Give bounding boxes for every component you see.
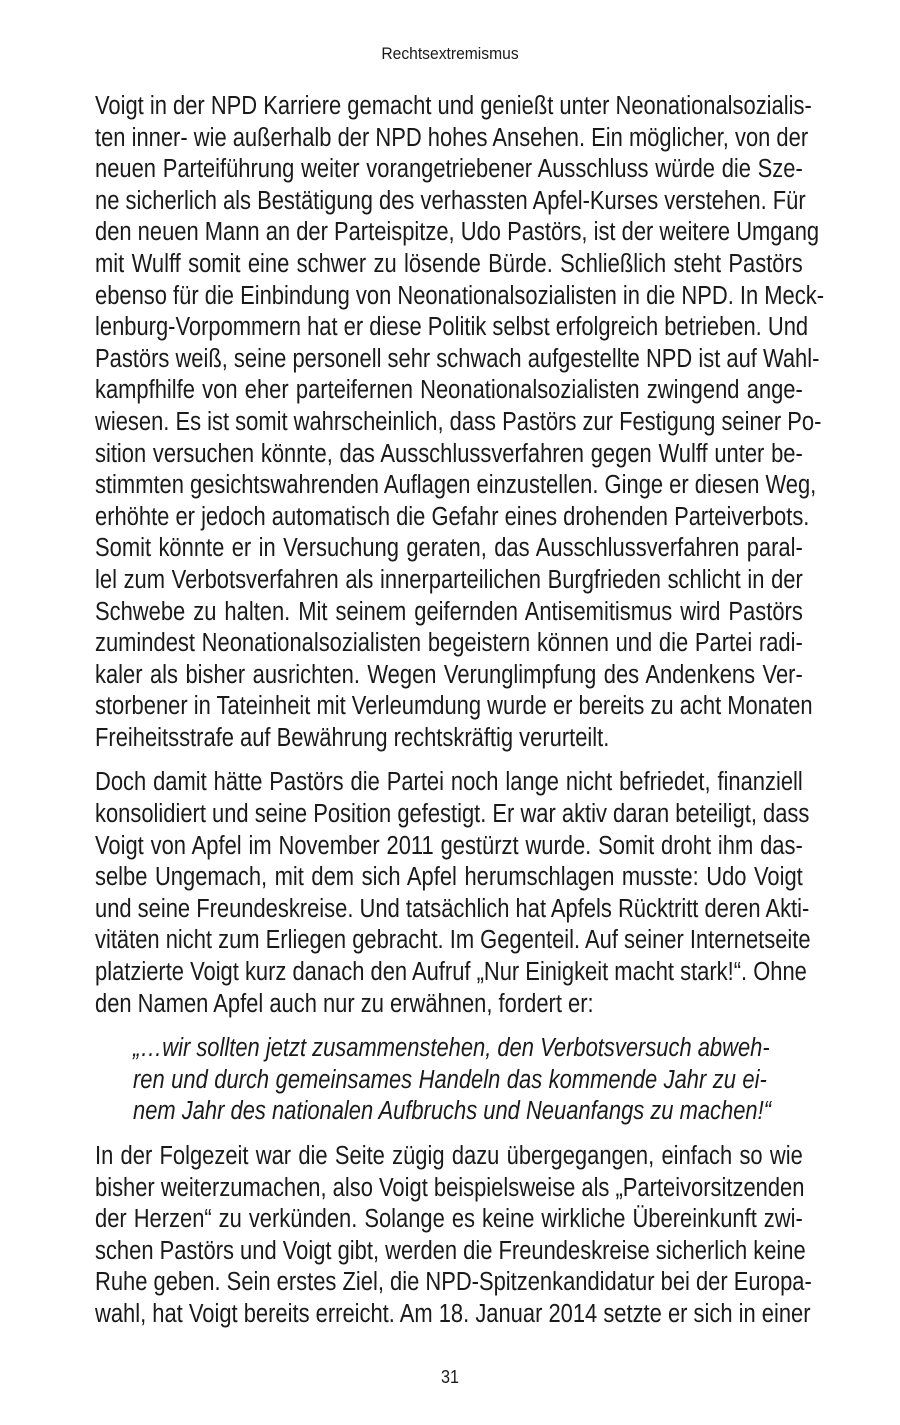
text-line: nem Jahr des nationalen Aufbruchs und Neuanfangs zu machen!“ xyxy=(133,1097,771,1126)
text-line: stimmten gesichtswahrenden Auflagen einzustellen. Ginge er diesen Weg, xyxy=(95,471,817,500)
text-line: Pastörs weiß, seine personell sehr schwach aufgestellte NPD ist auf Wahl- xyxy=(95,344,820,373)
text-line: bisher weiterzumachen, also Voigt beispielsweise als „Parteivorsitzenden xyxy=(95,1173,805,1202)
text-line: erhöhte er jedoch automatisch die Gefahr eines drohenden Parteiverbots. xyxy=(95,502,810,531)
text-line: storbener in Tateinheit mit Verleumdung wurde er bereits zu acht Monaten xyxy=(95,692,813,721)
text-line: In der Folgezeit war die Seite zügig dazu übergegangen, einfach so wie xyxy=(95,1142,803,1170)
text-line: der Herzen“ zu verkünden. Solange es keine wirkliche Übereinkunft zwi- xyxy=(95,1205,803,1234)
text-line: lenburg-Vorpommern hat er diese Politik selbst erfolgreich betrieben. Und xyxy=(95,313,809,342)
text-line: kaler als bisher ausrichten. Wegen Verunglimpfung des Andenkens Ver- xyxy=(95,660,803,689)
text-line: neuen Parteiführung weiter vorangetriebener Ausschluss würde die Sze- xyxy=(95,155,803,184)
text-line: zumindest Neonationalsozialisten begeistern können und die Partei radi- xyxy=(95,629,803,658)
text-line: Voigt von Apfel im November 2011 gestürzt wurde. Somit droht ihm das- xyxy=(95,831,803,860)
text-line: und seine Freundeskreise. Und tatsächlich hat Apfels Rücktritt deren Akti- xyxy=(95,894,810,923)
text-line: kampfhilfe von eher parteifernen Neonationalsozialisten zwingend ange- xyxy=(95,376,803,405)
text-line: wiesen. Es ist somit wahrscheinlich, dass Pastörs zur Festigung seiner Po- xyxy=(95,407,822,436)
text-line: lel zum Verbotsverfahren als innerparteilichen Burgfrieden schlicht in der xyxy=(95,565,803,594)
text-line: ren und durch gemeinsames Handeln das kommende Jahr zu ei- xyxy=(133,1065,767,1094)
text-line: Somit könnte er in Versuchung geraten, das Ausschlussverfahren paral- xyxy=(95,534,803,563)
text-line: platzierte Voigt kurz danach den Aufruf „Nur Einigkeit macht stark!“. Ohne xyxy=(95,958,807,987)
text-line: vitäten nicht zum Erliegen gebracht. Im Gegenteil. Auf seiner Internetseite xyxy=(95,926,811,955)
text-line: ne sicherlich als Bestätigung des verhassten Apfel-Kurses verstehen. Für xyxy=(95,186,806,215)
running-head: Rechtsextremismus xyxy=(381,44,519,63)
text-line: ebenso für die Einbindung von Neonationalsozialisten in die NPD. In Meck- xyxy=(95,281,824,310)
text-line: Doch damit hätte Pastörs die Partei noch lange nicht befriedet, finanziell xyxy=(95,768,803,797)
paragraph-3 xyxy=(95,1141,812,1331)
paragraph-1 xyxy=(95,91,824,754)
text-line: ten inner- wie außerhalb der NPD hohes Ansehen. Ein möglicher, von der xyxy=(95,123,809,152)
body-text xyxy=(95,91,824,1344)
text-line: mit Wulff somit eine schwer zu lösende Bürde. Schließlich steht Pastörs xyxy=(95,249,803,278)
text-line: Schwebe zu halten. Mit seinem geifernden Antisemitismus wird Pastörs xyxy=(95,597,803,626)
paragraph-2 xyxy=(95,767,811,1020)
page-number: 31 xyxy=(440,1367,460,1387)
text-line: „…wir sollten jetzt zusammenstehen, den Verbotsversuch abweh- xyxy=(133,1034,770,1063)
text-line: konsolidiert und seine Position gefestigt. Er war aktiv daran beteiligt, dass xyxy=(95,800,810,829)
text-line: den neuen Mann an der Parteispitze, Udo Pastörs, ist der weitere Umgang xyxy=(95,218,820,247)
text-line: wahl, hat Voigt bereits erreicht. Am 18. Januar 2014 setzte er sich in einer xyxy=(95,1299,811,1328)
block-quote xyxy=(133,1033,803,1128)
text-line: Voigt in der NPD Karriere gemacht und genießt unter Neonationalsozialis- xyxy=(95,92,812,120)
text-line: Freiheitsstrafe auf Bewährung rechtskräftig verurteilt. xyxy=(95,723,610,752)
text-line: selbe Ungemach, mit dem sich Apfel herumschlagen musste: Udo Voigt xyxy=(95,863,803,892)
text-line: schen Pastörs und Voigt gibt, werden die Freundeskreise sicherlich keine xyxy=(95,1236,806,1265)
text-line: den Namen Apfel auch nur zu erwähnen, fordert er: xyxy=(95,989,594,1018)
text-line: Ruhe geben. Sein erstes Ziel, die NPD-Spitzenkandidatur bei der Europa- xyxy=(95,1268,812,1297)
text-line: sition versuchen könnte, das Ausschlussverfahren gegen Wulff unter be- xyxy=(95,439,803,468)
